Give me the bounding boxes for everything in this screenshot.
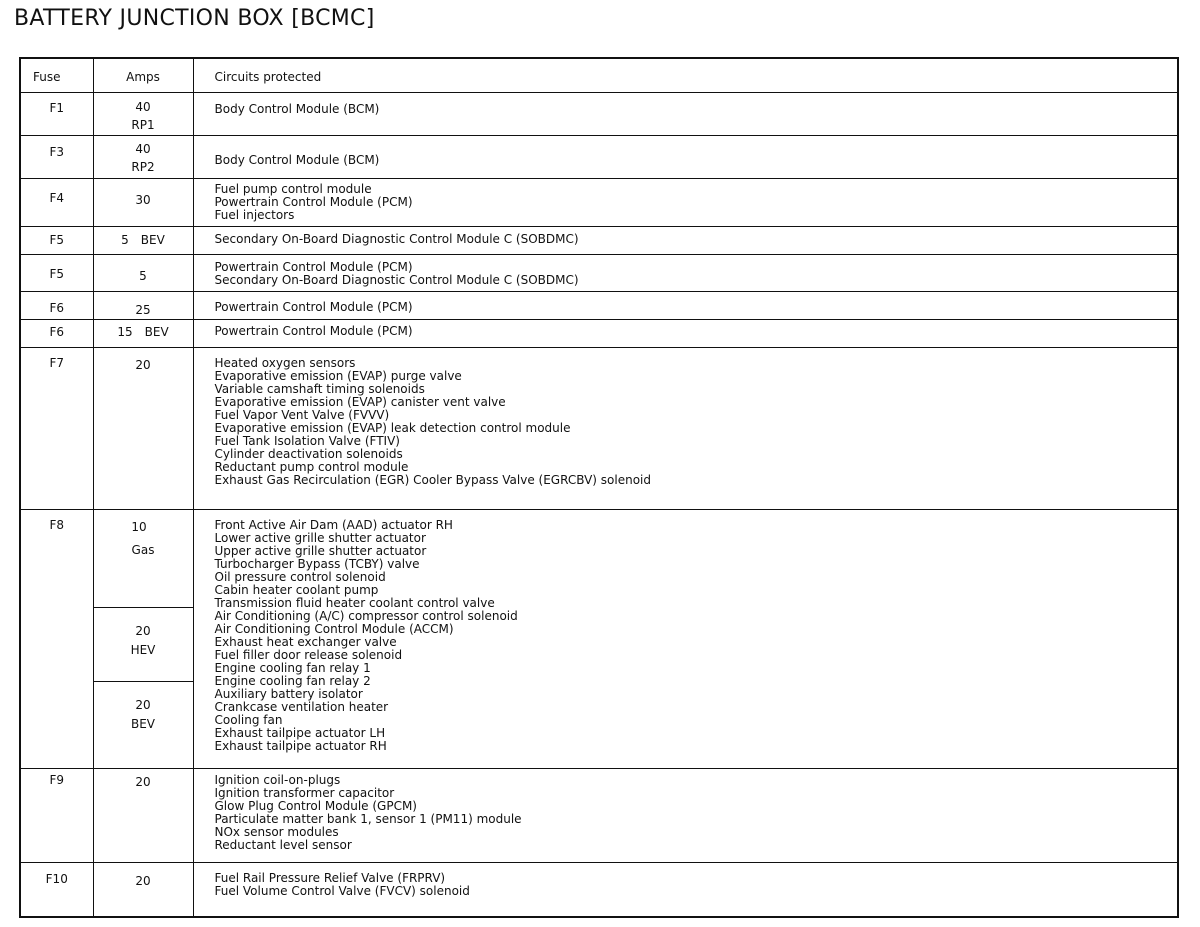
circuits-cell — [193, 136, 1178, 179]
circuit-item: Glow Plug Control Module (GPCM) — [214, 799, 417, 813]
table-row — [20, 320, 1178, 348]
amps-cell — [93, 136, 193, 179]
table-row — [20, 179, 1178, 227]
fuse-cell: F9 — [20, 769, 93, 863]
circuit-item: Variable camshaft timing solenoids — [214, 382, 425, 396]
circuits-cell — [193, 93, 1178, 136]
amps-cell — [93, 227, 193, 255]
circuits-cell — [193, 510, 1178, 769]
circuit-item: Air Conditioning (A/C) compressor control solenoid — [214, 609, 518, 623]
table-row — [20, 510, 1178, 769]
circuit-item: Front Active Air Dam (AAD) actuator RH — [214, 518, 453, 532]
amps-cell — [93, 292, 193, 320]
circuit-item: Body Control Module (BCM) — [214, 102, 380, 116]
circuit-item: Air Conditioning Control Module (ACCM) — [214, 622, 454, 636]
circuit-item: Evaporative emission (EVAP) purge valve — [214, 369, 462, 383]
circuit-item: Exhaust heat exchanger valve — [214, 635, 397, 649]
circuit-item: Transmission fluid heater coolant control valve — [214, 596, 495, 610]
circuit-item: Reductant pump control module — [214, 460, 409, 474]
amps-note: BEV — [140, 233, 165, 247]
circuit-item: Exhaust tailpipe actuator RH — [214, 739, 387, 753]
amps-cell — [93, 320, 193, 348]
circuit-item: Fuel injectors — [214, 208, 295, 222]
amps-note: BEV — [130, 717, 156, 731]
fuse-cell: F10 — [20, 863, 93, 917]
circuit-item: Auxiliary battery isolator — [214, 687, 363, 701]
table-row — [20, 255, 1178, 292]
amps-note: RP2 — [131, 160, 155, 174]
amps-cell — [93, 510, 193, 769]
circuit-item: Fuel Rail Pressure Relief Valve (FRPRV) — [214, 871, 446, 885]
header-circuits: Circuits protected — [193, 58, 1178, 93]
circuit-item: Engine cooling fan relay 2 — [214, 674, 371, 688]
circuit-item: Crankcase ventilation heater — [214, 700, 389, 714]
circuit-item: Engine cooling fan relay 1 — [214, 661, 371, 675]
circuit-item: Cylinder deactivation solenoids — [214, 447, 403, 461]
amps-note: RP1 — [131, 118, 155, 132]
table-row — [20, 136, 1178, 179]
circuit-item: Fuel pump control module — [214, 182, 372, 196]
header-amps: Amps — [93, 58, 193, 93]
fuse-table — [19, 57, 1179, 918]
amps-option — [94, 510, 193, 608]
circuit-item: Powertrain Control Module (PCM) — [214, 195, 413, 209]
circuit-item: Exhaust Gas Recirculation (EGR) Cooler Bypass Valve (EGRCBV) solenoid — [214, 473, 651, 487]
amps-value: 25 — [135, 303, 151, 317]
amps-value: 20 — [135, 624, 151, 638]
circuits-cell — [193, 227, 1178, 255]
circuit-item: Powertrain Control Module (PCM) — [214, 300, 413, 314]
circuits-cell — [193, 320, 1178, 348]
page-title: BATTERY JUNCTION BOX [BCMC] — [14, 6, 375, 31]
circuit-item: Particulate matter bank 1, sensor 1 (PM11) module — [214, 812, 522, 826]
table-row — [20, 348, 1178, 510]
circuit-item: Cooling fan — [214, 713, 283, 727]
fuse-cell: F6 — [20, 292, 93, 320]
amps-value: 5 — [121, 233, 129, 247]
circuit-item: Evaporative emission (EVAP) canister vent valve — [214, 395, 506, 409]
amps-cell — [93, 179, 193, 227]
amps-note: HEV — [130, 643, 156, 657]
amps-value: 10 — [131, 520, 147, 534]
circuit-item: Oil pressure control solenoid — [214, 570, 386, 584]
circuit-item: Powertrain Control Module (PCM) — [214, 260, 413, 274]
circuit-item: Fuel filler door release solenoid — [214, 648, 403, 662]
amps-value: 20 — [135, 775, 151, 789]
amps-value: 40 — [135, 142, 151, 156]
amps-value: 20 — [135, 874, 151, 888]
circuits-cell — [193, 348, 1178, 510]
circuits-cell — [193, 769, 1178, 863]
fuse-cell: F4 — [20, 179, 93, 227]
circuit-item: NOx sensor modules — [214, 825, 339, 839]
amps-value: 15 — [117, 325, 133, 339]
circuit-item: Exhaust tailpipe actuator LH — [214, 726, 386, 740]
circuit-item: Lower active grille shutter actuator — [214, 531, 426, 545]
circuit-item: Powertrain Control Module (PCM) — [214, 324, 413, 338]
amps-option — [94, 608, 193, 682]
amps-note: BEV — [144, 325, 169, 339]
amps-cell — [93, 863, 193, 917]
amps-note: Gas — [131, 543, 155, 557]
amps-option — [94, 682, 193, 768]
circuit-item: Fuel Volume Control Valve (FVCV) solenoid — [214, 884, 470, 898]
amps-cell — [93, 255, 193, 292]
circuits-cell — [193, 292, 1178, 320]
circuit-item: Fuel Tank Isolation Valve (FTIV) — [214, 434, 400, 448]
fuse-cell: F5 — [20, 255, 93, 292]
circuit-item: Evaporative emission (EVAP) leak detection control module — [214, 421, 571, 435]
fuse-cell: F3 — [20, 136, 93, 179]
circuit-item: Reductant level sensor — [214, 838, 352, 852]
circuit-item: Ignition coil-on-plugs — [214, 773, 341, 787]
amps-value: 40 — [135, 100, 151, 114]
amps-value: 5 — [139, 269, 147, 283]
amps-value: 20 — [135, 358, 151, 372]
amps-cell — [93, 348, 193, 510]
circuit-item: Heated oxygen sensors — [214, 356, 356, 370]
circuits-cell — [193, 863, 1178, 917]
amps-cell — [93, 93, 193, 136]
amps-value: 30 — [135, 193, 151, 207]
fuse-cell: F1 — [20, 93, 93, 136]
table-row — [20, 93, 1178, 136]
fuse-cell: F7 — [20, 348, 93, 510]
circuit-item: Secondary On-Board Diagnostic Control Module C (SOBDMC) — [214, 232, 579, 246]
amps-cell — [93, 769, 193, 863]
circuit-item: Fuel Vapor Vent Valve (FVVV) — [214, 408, 390, 422]
circuits-cell — [193, 179, 1178, 227]
fuse-cell: F5 — [20, 227, 93, 255]
circuit-item: Cabin heater coolant pump — [214, 583, 379, 597]
table-row — [20, 227, 1178, 255]
table-row — [20, 863, 1178, 917]
amps-value: 20 — [135, 698, 151, 712]
circuit-item: Ignition transformer capacitor — [214, 786, 395, 800]
circuit-item: Turbocharger Bypass (TCBY) valve — [214, 557, 420, 571]
fuse-cell: F8 — [20, 510, 93, 769]
circuits-cell — [193, 255, 1178, 292]
table-row — [20, 292, 1178, 320]
circuit-item: Body Control Module (BCM) — [214, 153, 380, 167]
circuit-item: Upper active grille shutter actuator — [214, 544, 427, 558]
header-fuse: Fuse — [20, 58, 93, 93]
table-header-row — [20, 58, 1178, 93]
fuse-cell: F6 — [20, 320, 93, 348]
circuit-item: Secondary On-Board Diagnostic Control Module C (SOBDMC) — [214, 273, 579, 287]
table-row — [20, 769, 1178, 863]
